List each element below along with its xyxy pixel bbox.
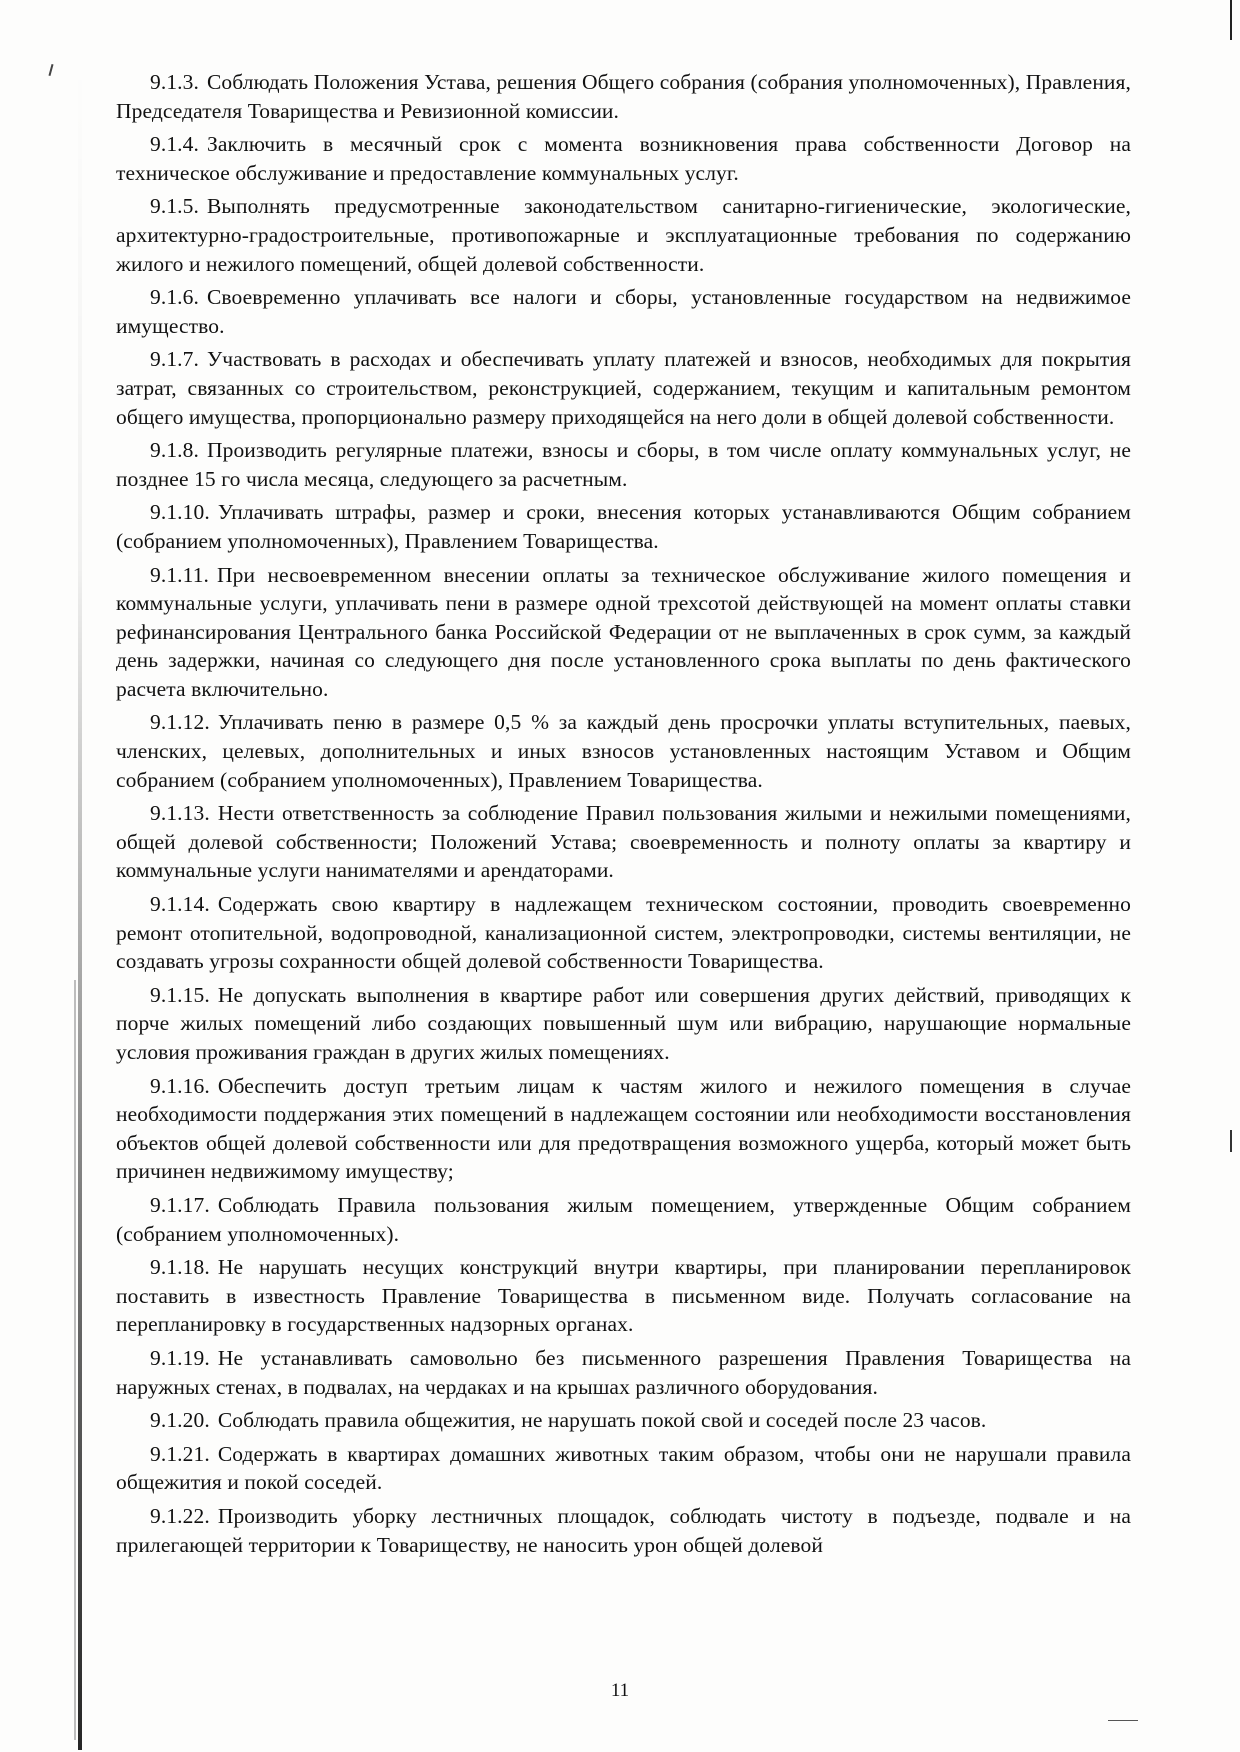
- clause-text: При несвоевременном внесении оплаты за техническое обслуживание жилого помещения и коммунальные услуги, уплачивать пени в размере одной трехсотой действующей на момент оплаты ставки рефинансирования Центрального банка Российской Федерации от не выплаченных в срок сумм, за каждый день задержки, начиная со следующего дня после установленного срока выплаты по день фактического расчета включительно.: [116, 562, 1131, 701]
- clause: [116, 561, 1131, 704]
- clause: [116, 1344, 1131, 1401]
- clause-text: Выполнять предусмотренные законодательством санитарно-гигиенические, экологические, архитектурно-градостроительные, противопожарные и эксплуатационные требования по содержанию жилого и нежилого помещений, общей долевой собственности.: [116, 194, 1131, 276]
- clause-number: 9.1.17.: [150, 1192, 210, 1217]
- clause-number: 9.1.14.: [150, 892, 210, 917]
- clause-text: Не допускать выполнения в квартире работ или совершения других действий, приводящих к порче жилых помещений либо создающих повышенный шум или вибрацию, нарушающие нормальные условия проживания граждан в других жилых помещениях.: [116, 982, 1131, 1064]
- scan-bottom-dash: [1108, 1720, 1138, 1721]
- clause: [116, 192, 1131, 278]
- clause: [116, 1072, 1131, 1186]
- clause-number: 9.1.4.: [150, 132, 199, 157]
- clause-text: Участвовать в расходах и обеспечивать уплату платежей и взносов, необходимых для покрытия затрат, связанных со строительством, реконструкцией, содержанием, текущим и капитальным ремонтом общего имущества, пропорционально размеру приходящейся на него доли в общей долевой собственности.: [116, 347, 1131, 429]
- clause: [116, 130, 1131, 187]
- clause-text: Содержать в квартирах домашних животных таким образом, чтобы они не нарушали правила общежития и покой соседей.: [116, 1441, 1131, 1495]
- clause-text: Содержать свою квартиру в надлежащем техническом состоянии, проводить своевременно ремонт отопительной, водопроводной, канализационной систем, электропроводки, системы вентиляции, не создавать угрозы сохранности общей долевой собственности Товарищества.: [116, 892, 1131, 974]
- clause-text: Соблюдать Положения Устава, решения Общего собрания (собрания уполномоченных), Правления, Председателя Товарищества и Ревизионной комиссии.: [116, 70, 1131, 123]
- clause-number: 9.1.8.: [150, 438, 199, 463]
- clause-text: Не устанавливать самовольно без письменного разрешения Правления Товарищества на наружных стенах, в подвалах, на чердаках и на крышах различного оборудования.: [116, 1345, 1131, 1399]
- clause: [116, 981, 1131, 1067]
- clause-text: Производить регулярные платежи, взносы и сборы, в том числе оплату коммунальных услуг, не позднее 15 го числа месяца, следующего за расчетным.: [116, 438, 1131, 491]
- clause: [116, 1502, 1131, 1559]
- clause-number: 9.1.11.: [150, 562, 210, 587]
- clause-number: 9.1.20.: [150, 1408, 210, 1433]
- clause-text: Соблюдать Правила пользования жилым помещением, утвержденные Общим собранием (собранием уполномоченных).: [116, 1192, 1131, 1246]
- clause-text: Уплачивать штрафы, размер и сроки, внесения которых устанавливаются Общим собранием (собранием уполномоченных), Правлением Товарищества.: [116, 500, 1131, 553]
- clause-number: 9.1.16.: [150, 1073, 210, 1098]
- scan-left-edge-shadow: [78, 60, 82, 1750]
- clause: [116, 1406, 1131, 1435]
- clause-number: 9.1.12.: [150, 710, 210, 735]
- clause-number: 9.1.22.: [150, 1503, 210, 1528]
- clause-number: 9.1.13.: [150, 801, 210, 826]
- clause: [116, 1253, 1131, 1339]
- clause-number: 9.1.21.: [150, 1441, 210, 1466]
- scan-right-edge-mark: [1230, 0, 1232, 40]
- clause: [116, 799, 1131, 885]
- clause: [116, 1440, 1131, 1497]
- clause-number: 9.1.15.: [150, 982, 210, 1007]
- clause-text: Производить уборку лестничных площадок, соблюдать чистоту в подъезде, подвале и на прилегающей территории к Товариществу, не наносить урон общей долевой: [116, 1503, 1131, 1557]
- scan-left-edge-line: [74, 980, 76, 1740]
- page-number: 11: [610, 1680, 630, 1701]
- clause-number: 9.1.5.: [150, 194, 199, 219]
- clause-text: Уплачивать пеню в размере 0,5 % за каждый день просрочки уплаты вступительных, паевых, членских, целевых, дополнительных и иных взносов установленных настоящим Уставом и Общим собранием (собранием уполномоченных), Правлением Товарищества.: [116, 710, 1131, 792]
- clause-number: 9.1.7.: [150, 347, 199, 372]
- clause-number: 9.1.18.: [150, 1255, 210, 1280]
- scan-right-tick: [1230, 1130, 1232, 1152]
- clause-number: 9.1.19.: [150, 1345, 210, 1370]
- clause: [116, 1191, 1131, 1248]
- clause-number: 9.1.10.: [150, 500, 210, 525]
- clause-text: Заключить в месячный срок с момента возникновения права собственности Договор на техническое обслуживание и предоставление коммунальных услуг.: [116, 132, 1131, 185]
- clause-text: Своевременно уплачивать все налоги и сборы, установленные государством на недвижимое имущество.: [116, 285, 1131, 338]
- clause: [116, 283, 1131, 340]
- clause: [116, 708, 1131, 794]
- clause-text: Нести ответственность за соблюдение Правил пользования жилыми и нежилыми помещениями, общей долевой собственности; Положений Устава; своевременность и полноту оплаты за квартиру и коммунальные услуги нанимателями и арендаторами.: [116, 801, 1131, 883]
- clause-number: 9.1.6.: [150, 285, 199, 310]
- clause-number: 9.1.3.: [150, 70, 199, 94]
- clause-text: Соблюдать правила общежития, не нарушать покой свой и соседей после 23 часов.: [217, 1408, 987, 1433]
- charter-text: [116, 68, 1131, 1564]
- clause: [116, 436, 1131, 493]
- clause-text: Не нарушать несущих конструкций внутри квартиры, при планировании перепланировок поставить в известность Правление Товарищества в письменном виде. Получать согласование на перепланировку в государственных надзорных органах.: [116, 1255, 1131, 1337]
- clause: [116, 345, 1131, 431]
- clause: [116, 68, 1131, 125]
- clause: [116, 890, 1131, 976]
- clause-text: Обеспечить доступ третьим лицам к частям жилого и нежилого помещения в случае необходимости поддержания этих помещений в надлежащем состоянии или необходимости восстановления объектов общей долевой собственности или для предотвращения возможного ущерба, который может быть причинен недвижимому имуществу;: [116, 1073, 1131, 1184]
- scan-corner-mark: [48, 64, 53, 76]
- clause: [116, 498, 1131, 555]
